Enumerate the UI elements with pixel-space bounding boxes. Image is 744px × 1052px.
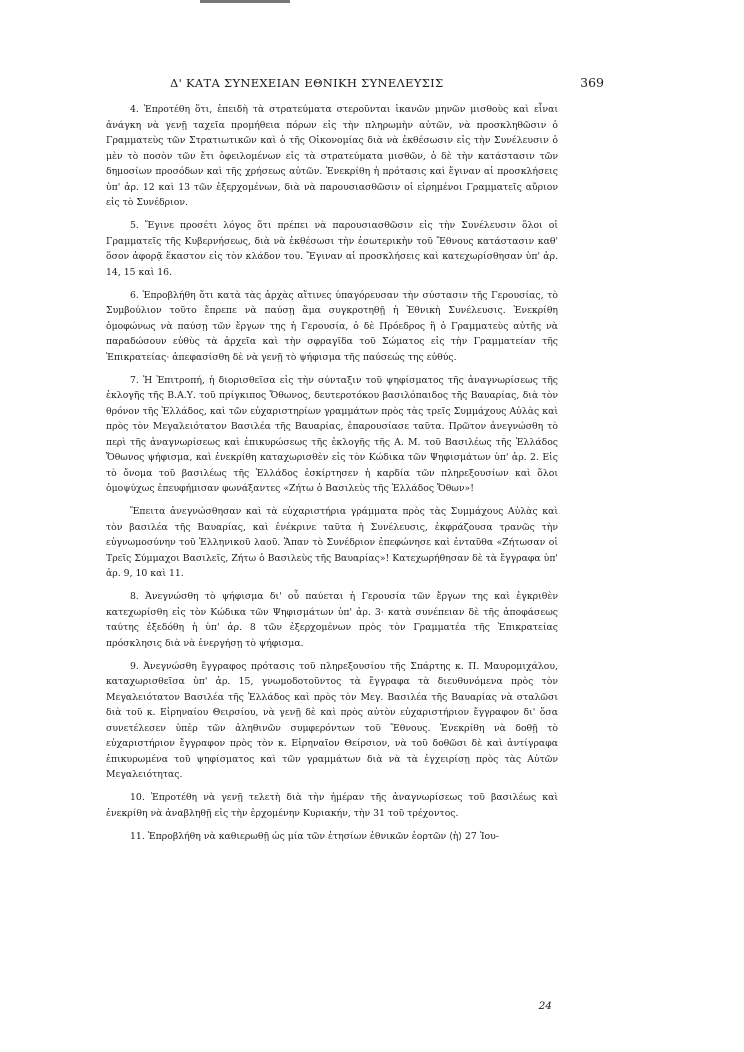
signature-mark: 24 (538, 1000, 552, 1012)
scan-artifact (200, 0, 290, 3)
running-head: Δ' ΚΑΤΑ ΣΥΝΕΧΕΙΑΝ ΕΘΝΙΚΗ ΣΥΝΕΛΕΥΣΙΣ (170, 76, 444, 90)
page-number: 369 (580, 75, 604, 90)
paragraph-item-8: 8. Ἀνεγνώσθη τὸ ψήφισμα δι' οὗ παύεται ἡ Γερουσία τῶν ἔργων της καὶ ἐγκριθὲν κατεχωρίσθη εἰς τὸν Κώδικα τῶν Ψηφισμάτων ὑπ' ἀρ. 3· κατὰ συνέπειαν δὲ τῆς ἀποφάσεως ταύτης ἐξεδόθη ἡ ὑπ' ἀρ. 8 τῶν ἐξερχομένων πρὸς τὸν Γραμματέα τῆς Ἐπικρατείας πρόσκλησις διὰ νὰ ἐνεργήσῃ τὸ ψήφισμα. (106, 591, 558, 649)
paragraph-item-7: 7. Ἡ Ἐπιτροπή, ἡ διορισθεῖσα εἰς τὴν σύνταξιν τοῦ ψηφίσματος τῆς ἀναγνωρίσεως τῆς ἐκλογῆς τῆς Β.Α.Υ. τοῦ πρίγκιπος Ὄθωνος, δευτεροτόκου βασιλόπαιδος τῆς Βαυαρίας, διὰ τὸν θρόνον τῆς Ἑλλάδος, καὶ τῶν εὐχαριστηρίων γραμμάτων πρὸς τὰς τρεῖς Συμμάχους Αὐλὰς καὶ πρὸς τὸν Μεγαλειότατον Βασιλέα τῆς Βαυαρίας, ἐπαρουσίασε ταῦτα. Πρῶτον ἀνεγνώσθη τὸ περὶ τῆς ἀναγνωρίσεως καὶ ἐπικυρώσεως τῆς ἐκλογῆς τῆς Α. Μ. τοῦ Βασιλέως τῆς Ἑλλάδος Ὄθωνος ψήφισμα, καὶ ἐνεκρίθη καταχωρισθὲν εἰς τὸν Κώδικα τῶν Ψηφισμάτων ὑπ' ἀρ. 2. Εἰς τὸ ὄνομα τοῦ βασιλέως τῆς Ἑλλάδος ἐσκίρτησεν ἡ καρδία τῶν πληρεξουσίων καὶ ὅλοι ὁμοψύχως ἐπευφήμισαν φωνάξαντες «Ζήτω ὁ Βασιλεὺς τῆς Ἑλλάδος Ὄθων»! (106, 374, 558, 494)
paragraph-item-7-continued: Ἔπειτα ἀνεγνώσθησαν καὶ τὰ εὐχαριστήρια γράμματα πρὸς τὰς Συμμάχους Αὐλὰς καὶ τὸν βασιλέα τῆς Βαυαρίας, καὶ ἐνέκρινε ταῦτα ἡ Συνέλευσις, ἐκφράζουσα τρανῶς τὴν εὐγνωμοσύνην τοῦ Ἑλληνικοῦ λαοῦ. Ἅπαν τὸ Συνέδριον ἐπεφώνησε καὶ ἐνταῦθα «Ζήτωσαν οἱ Τρεῖς Σύμμαχοι Βασιλεῖς, Ζήτω ὁ Βασιλεὺς τῆς Βαυαρίας»! Κατεχωρήθησαν δὲ τὰ ἔγγραφα ὑπ' ἀρ. 9, 10 καὶ 11. (106, 506, 558, 579)
paragraph-item-10: 10. Ἐπροτέθη νὰ γενῇ τελετὴ διὰ τὴν ἡμέραν τῆς ἀναγνωρίσεως τοῦ βασιλέως καὶ ἐνεκρίθη νὰ ἀναβληθῇ εἰς τὴν ἐρχομένην Κυριακήν, τὴν 31 τοῦ τρέχοντος. (106, 792, 558, 819)
paragraph-item-11: 11. Ἐπροβλήθη νὰ καθιερωθῇ ὡς μία τῶν ἐτησίων ἐθνικῶν ἑορτῶν ⟨ἡ⟩ 27 Ἰου- (130, 830, 499, 842)
paragraph-item-6: 6. Ἐπροβλήθη ὅτι κατὰ τὰς ἀρχὰς αἵτινες ὑπαγόρευσαν τὴν σύστασιν τῆς Γερουσίας, τὸ Συμβούλιον τοῦτο ἔπρεπε νὰ παύσῃ ἅμα συγκροτηθῇ ἡ Ἐθνικὴ Συνέλευσις. Ἐνεκρίθη ὁμοφώνως νὰ παύσῃ τῶν ἔργων της ἡ Γερουσία, ὁ δὲ Πρόεδρος ἢ ὁ Γραμματεὺς αὐτῆς νὰ παραδώσουν εὐθὺς τὰ ἀρχεῖα καὶ τὴν σφραγῖδα τοῦ Σώματος εἰς τὴν Γραμματείαν τῆς Ἐπικρατείας· ἀπεφασίσθη δὲ νὰ γενῇ τὸ ψήφισμα τῆς παύσεώς της εὐθύς. (106, 289, 558, 363)
paragraph-item-4: 4. Ἐπροτέθη ὅτι, ἐπειδὴ τὰ στρατεύματα στεροῦνται ἱκανῶν μηνῶν μισθοὺς καὶ εἶναι ἀνάγκη νὰ γενῇ ταχεῖα προμήθεια πόρων εἰς τὴν πληρωμὴν αὐτῶν, νὰ προσκληθῶσιν ὁ Γραμματεὺς τῶν Στρατιωτικῶν καὶ ὁ τῆς Οἰκονομίας διὰ νὰ ἐκθέσωσιν εἰς τὴν Συνέλευσιν ὁ μὲν τὸ ποσὸν τῶν ἔτι ὀφειλομένων εἰς τὰ στρατεύματα μισθῶν, ὁ δὲ τὴν κατάστασιν τῶν δημοσίων προσόδων καὶ τῆς χρήσεως αὐτῶν. Ἐνεκρίθη ἡ πρότασις καὶ ἔγιναν αἱ προσκλήσεις ὑπ' ἀρ. 12 καὶ 13 τῶν ἐξερχομένων, διὰ νὰ παρουσιασθῶσιν οἱ εἰρημένοι Γραμματεῖς αὔριον εἰς τὸ Συνέδριον. (106, 104, 558, 208)
paragraph-item-5: 5. Ἔγινε προσέτι λόγος ὅτι πρέπει νὰ παρουσιασθῶσιν εἰς τὴν Συνέλευσιν ὅλοι οἱ Γραμματεῖς τῆς Κυβερνήσεως, διὰ νὰ ἐκθέσωσι τὴν ἐσωτερικὴν τοῦ Ἔθνους κατάστασιν καθ' ὅσον ἀφορᾷ ἕκαστον εἰς τὸν κλάδον του. Ἔγιναν αἱ προσκλήσεις καὶ κατεχωρίσθησαν ὑπ' ἀρ. 14, 15 καὶ 16. (106, 220, 558, 278)
page-header (170, 76, 604, 96)
paragraph-item-9: 9. Ἀνεγνώσθη ἔγγραφος πρότασις τοῦ πληρεξουσίου τῆς Σπάρτης κ. Π. Μαυρομιχάλου, καταχωρισθεῖσα ὑπ' ἀρ. 15, γνωμοδοτοῦντος τὰ ἔγγραφα τὰ διευθυνόμενα πρὸς τὸν Μεγαλειότατον Βασιλέα τῆς Ἑλλάδος καὶ πρὸς τὸν Μεγ. Βασιλέα τῆς Βαυαρίας νὰ σταλῶσι διὰ τοῦ κ. Εἰρηναίου Θειρσίου, νὰ γενῇ δὲ καὶ πρὸς αὐτὸν εὐχαριστήριον ἔγγραφον δι' ὅσα συνετέλεσεν ὑπὲρ τῶν ἀληθινῶν συμφερόντων τοῦ Ἔθνους. Ἐνεκρίθη νὰ δοθῇ τὸ εὐχαριστήριον ἔγγραφον πρὸς τὸν κ. Εἰρηναῖον Θείρσιον, νὰ τοῦ δοθῶσι δὲ καὶ ἀντίγραφα ἐπικυρωμένα τοῦ ψηφίσματος καὶ τῶν γραμμάτων διὰ νὰ τὰ ἐγχειρίσῃ πρὸς τὰς Αὐτῶν Μεγαλειότητας. (106, 660, 558, 780)
page-body (106, 102, 558, 852)
